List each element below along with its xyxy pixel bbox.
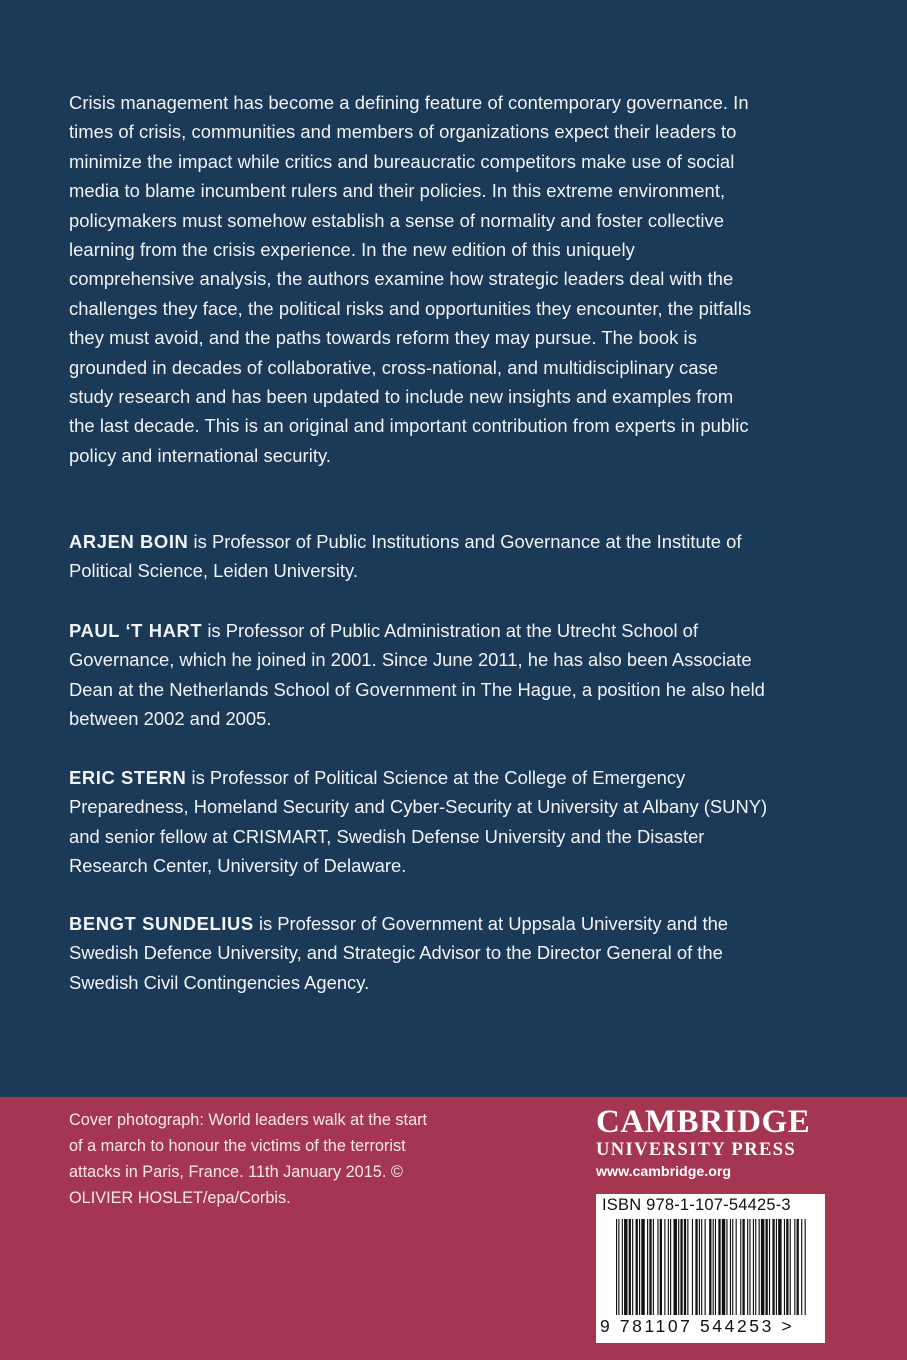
barcode-bar (759, 1219, 760, 1315)
author-bio-stern (69, 763, 769, 881)
barcode-bar (647, 1219, 648, 1315)
barcode-digits: 9 781107 544253 > (600, 1316, 795, 1336)
barcode-bar (664, 1219, 665, 1315)
barcode-bar (753, 1219, 754, 1315)
barcode-bar (653, 1219, 654, 1315)
author-name: PAUL ‘T HART (69, 620, 203, 641)
author-bio-sundelius (69, 909, 769, 997)
barcode-bar (740, 1219, 741, 1315)
isbn-label: ISBN 978-1-107-54425-3 (602, 1196, 791, 1214)
author-bio-text: is Professor of Government at Uppsala University and the Swedish Defence University, and Strategic Advisor to the Director General of the Swedish Civil Contingencies Agency. (69, 913, 729, 993)
barcode-bar (641, 1219, 644, 1315)
barcode-bar (749, 1219, 750, 1315)
barcode-bar (743, 1219, 745, 1315)
barcode-bar (805, 1219, 806, 1315)
barcode-bar (684, 1219, 686, 1315)
barcode-bar (790, 1219, 791, 1315)
author-bio-text: is Professor of Public Administration at the Utrecht School of Governance, which he joined in 2001. Since June 2011, he has also been Associate Dean at the Netherlands School of Government in The Hague, a position he also held between 2002 and 2005. (69, 620, 765, 730)
barcode-bar (622, 1219, 623, 1315)
barcode-bar (776, 1219, 777, 1315)
publisher-subname: UNIVERSITY PRESS (596, 1140, 797, 1160)
barcode-bar (709, 1219, 711, 1315)
author-bio-thart (69, 616, 769, 734)
barcode-bar (755, 1219, 756, 1315)
barcode-bar (629, 1219, 631, 1315)
barcode-bar (766, 1219, 768, 1315)
barcode-bars-icon (616, 1219, 808, 1317)
barcode-bar (786, 1219, 788, 1315)
barcode-bar (649, 1219, 651, 1315)
barcode-bar (726, 1219, 727, 1315)
barcode-bar (797, 1219, 799, 1315)
barcode-bar (657, 1219, 658, 1315)
barcode-bar (680, 1219, 682, 1315)
publisher-logo (596, 1104, 826, 1182)
barcode-bar (668, 1219, 669, 1315)
barcode-bar (794, 1219, 795, 1315)
barcode-bar (722, 1219, 725, 1315)
barcode-bar (678, 1219, 679, 1315)
cover-photo-credit: Cover photograph: World leaders walk at the start of a march to honour the victims of the terrorist attacks in Paris, France. 11th January 2015. © OLIVIER HOSLET/epa/Corbis. (69, 1111, 428, 1207)
barcode-bar (713, 1219, 714, 1315)
author-bio-text: is Professor of Political Science at the College of Emergency Preparedness, Homeland Security and Cyber-Security at University at Albany (SUNY) and senior fellow at CRISMART, Swedish Defense University and the Disaster Research Center, University of Delaware. (69, 767, 768, 877)
barcode-bar (639, 1219, 640, 1315)
barcode-bar (660, 1219, 662, 1315)
author-name: ARJEN BOIN (69, 531, 189, 552)
isbn-barcode (596, 1194, 825, 1343)
barcode-bar (784, 1219, 785, 1315)
author-bio-boin (69, 527, 769, 586)
barcode-bar (772, 1219, 774, 1315)
author-name: BENGT SUNDELIUS (69, 913, 254, 934)
barcode-bar (718, 1219, 720, 1315)
barcode-bar (769, 1219, 770, 1315)
barcode-bar (761, 1219, 764, 1315)
book-description: Crisis management has become a defining feature of contemporary governance. In times of crisis, communities and members of organizations expect their leaders to minimize the impact while critics and bureaucratic competitors make use of social media to blame incumbent rulers and their policies. In this extreme environment, policymakers must somehow establish a sense of normality and foster collective learning from the crisis experience. In the new edition of this uniquely comprehensive analysis, the authors examine how strategic leaders deal with the challenges they face, the political risks and opportunities they encounter, the pitfalls they must avoid, and the paths towards reform they may pursue. The book is grounded in decades of collaborative, cross-national, and multidisciplinary case study research and has been updated to include new insights and examples from the last decade. This is an original and important contribution from experts in public policy and international security. (69, 92, 752, 466)
publisher-name: CAMBRIDGE (596, 1104, 811, 1140)
author-bio-text: is Professor of Public Institutions and Governance at the Institute of Political Science, Leiden University. (69, 531, 742, 582)
publisher-url: www.cambridge.org (596, 1164, 732, 1180)
barcode-bar (801, 1219, 802, 1315)
barcode-bar (778, 1219, 781, 1315)
barcode-bar (715, 1219, 716, 1315)
barcode-bar (701, 1219, 702, 1315)
barcode-bar (618, 1219, 619, 1315)
barcode-bar (730, 1219, 731, 1315)
barcode-bar (624, 1219, 627, 1315)
barcode-bar (736, 1219, 737, 1315)
barcode-bar (670, 1219, 671, 1315)
barcode-bar (699, 1219, 700, 1315)
barcode-bar (692, 1219, 693, 1315)
barcode-bar (616, 1219, 617, 1315)
barcode-bar (747, 1219, 748, 1315)
author-name: ERIC STERN (69, 767, 187, 788)
barcode-bar (732, 1219, 733, 1315)
barcode-bar (687, 1219, 688, 1315)
barcode-bar (636, 1219, 638, 1315)
barcode-bar (705, 1219, 706, 1315)
barcode-bar (632, 1219, 633, 1315)
barcode-bar (674, 1219, 677, 1315)
barcode-bar (695, 1219, 697, 1315)
